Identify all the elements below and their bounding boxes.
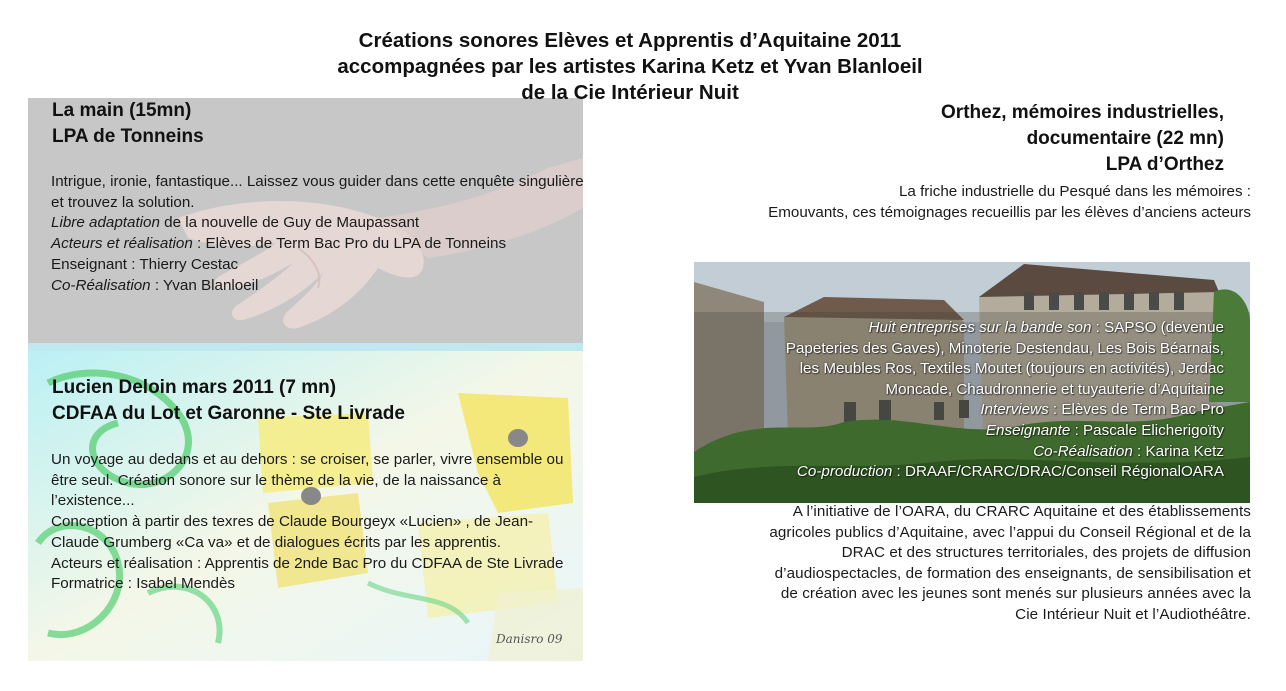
lucien-deloin-title: Lucien Deloin mars 2011 (7 mn): [52, 377, 337, 398]
orthez-heading: [941, 100, 1224, 178]
orthez-interviews: Interviews : Elèves de Term Bac Pro: [980, 401, 1224, 419]
document-title: [0, 28, 1260, 106]
title-line-1: Créations sonores Elèves et Apprentis d’Aquitaine 2011: [358, 29, 902, 52]
artist-signature: Danisro 09: [496, 632, 563, 646]
orthez-companies-line-4: Moncade, Chaudronnerie et tuyauterie d’Aquitaine: [885, 380, 1224, 398]
orthez-intro-line-1: La friche industrielle du Pesqué dans les mémoires :: [898, 183, 1251, 200]
orthez-companies-line-1: Huit entreprises sur la bande son : SAPSO (devenue: [868, 319, 1224, 336]
la-main-adaptation: Libre adaptation de la nouvelle de Guy de Maupassant: [51, 214, 420, 232]
orthez-corealisation: Co-Réalisation : Karina Ketz: [1033, 442, 1224, 460]
orthez-title: Orthez, mémoires industrielles,: [941, 102, 1224, 123]
lucien-deloin-conception: Conception à partir des texres de Claude Bourgeyx «Lucien» , de Jean-Claude Grumberg «Ca va» et de dialogues écrits par les apprentis.: [51, 513, 534, 551]
lucien-deloin-school: CDFAA du Lot et Garonne - Ste Livrade: [52, 403, 405, 424]
la-main-actors: Acteurs et réalisation : Elèves de Term Bac Pro du LPA de Tonneins: [51, 235, 507, 253]
la-main-teacher: Enseignant : Thierry Cestac: [51, 255, 239, 273]
la-main-description: [51, 172, 586, 296]
initiative-line-4: d’audiospectacles, de formation des enseignants, de sensibilisation et: [774, 564, 1251, 582]
lucien-deloin-summary: Un voyage au dedans et au dehors : se croiser, se parler, vivre ensemble ou être seul. Création sonore sur le thème de la vie, de la naissance à l’existence...: [51, 451, 564, 510]
title-line-3: de la Cie Intérieur Nuit: [521, 81, 739, 104]
initiative-line-2: agricoles publics d’Aquitaine, avec l’appui du Conseil Régional et de la: [769, 523, 1251, 541]
la-main-title: La main (15mn): [52, 100, 192, 121]
orthez-subtitle: documentaire (22 mn): [1026, 128, 1224, 149]
lucien-deloin-actors: Acteurs et réalisation : Apprentis de 2nde Bac Pro du CDFAA de Ste Livrade: [51, 554, 564, 572]
orthez-companies-line-2: Papeteries des Gaves), Minoterie Destendau, Les Bois Béarnais,: [785, 339, 1224, 357]
initiative-line-3: DRAC et des structures territoriales, des projets de diffusion: [841, 544, 1251, 562]
initiative-line-1: A l’initiative de l’OARA, du CRARC Aquitaine et des établissements: [792, 503, 1251, 520]
orthez-intro-line-2: Emouvants, ces témoignages recueillis par les élèves d’anciens acteurs: [768, 203, 1251, 221]
lucien-deloin-trainer: Formatrice : Isabel Mendès: [51, 575, 236, 593]
orthez-coproduction: Co-production : DRAAF/CRARC/DRAC/Conseil RégionalOARA: [796, 463, 1224, 481]
lucien-deloin-description: [51, 450, 581, 595]
initiative-line-5: de création avec les jeunes sont menés sur plusieurs années avec la: [780, 585, 1251, 603]
title-line-2: accompagnées par les artistes Karina Ketz et Yvan Blanloeil: [337, 55, 923, 78]
la-main-summary: Intrigue, ironie, fantastique... Laissez vous guider dans cette enquête singulière et trouvez la solution.: [51, 173, 584, 211]
la-main-corealisation: Co-Réalisation : Yvan Blanloeil: [51, 276, 259, 294]
initiative-line-6: Cie Intérieur Nuit et l’Audiothéâtre.: [1015, 605, 1251, 623]
lucien-deloin-heading: [52, 375, 405, 427]
orthez-intro: [768, 182, 1251, 223]
orthez-school: LPA d’Orthez: [1105, 154, 1224, 175]
orthez-teacher: Enseignante : Pascale Elicherigoïty: [985, 421, 1224, 439]
initiative-paragraph: [769, 502, 1251, 626]
orthez-companies-line-3: les Meubles Ros, Textiles Moutet (toujours en activités), Jerdac: [799, 360, 1224, 378]
la-main-school: LPA de Tonneins: [52, 126, 204, 147]
orthez-credits-overlay: [786, 318, 1224, 483]
